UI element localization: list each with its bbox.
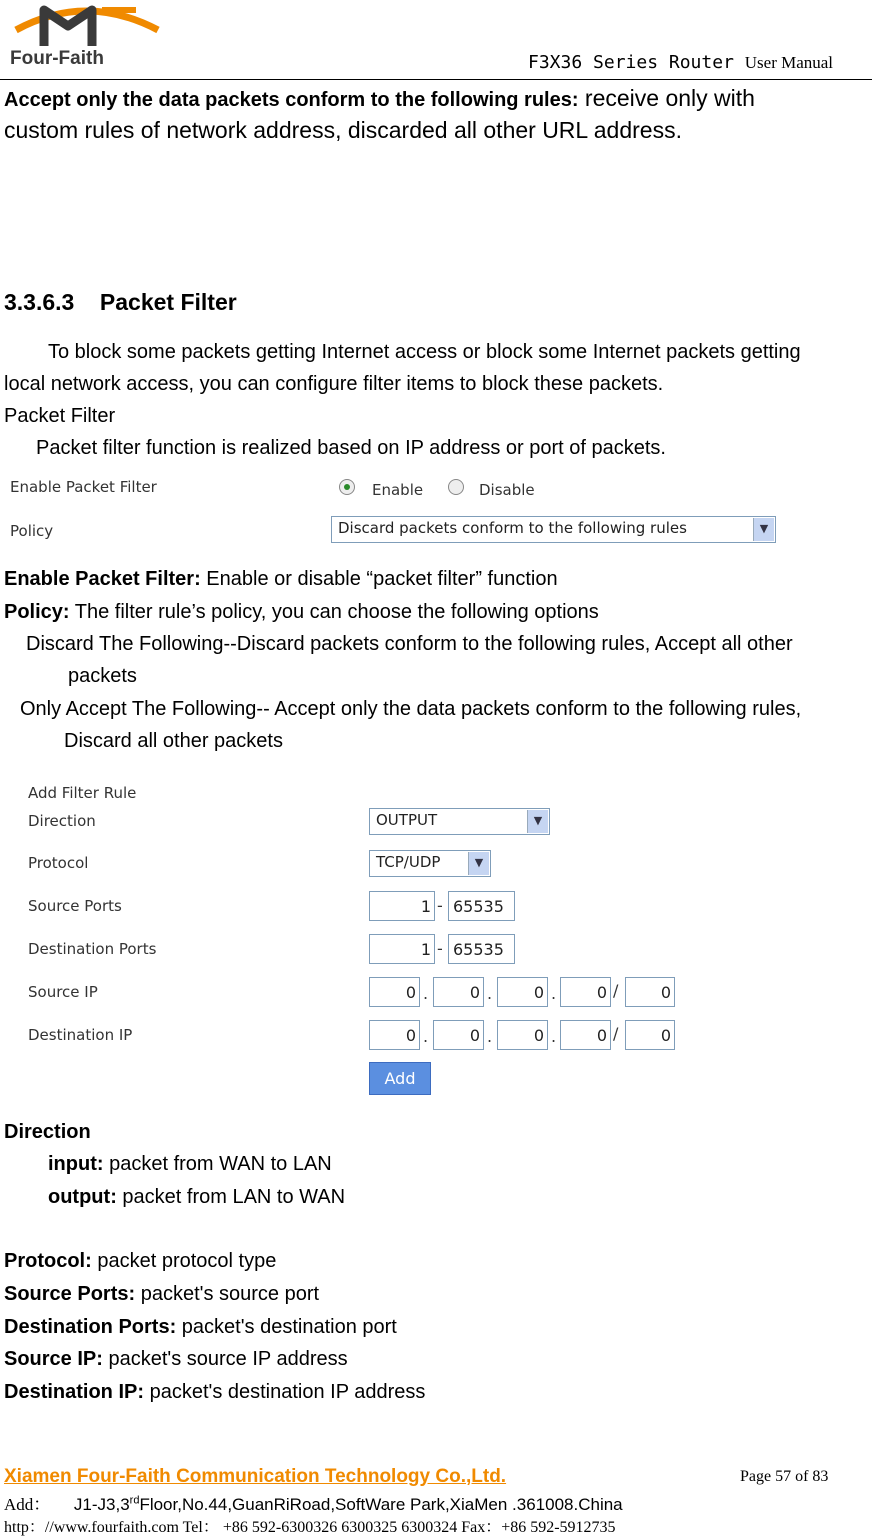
protocol-select[interactable]: TCP/UDP ▼ (369, 850, 491, 877)
ip-dot: . (551, 984, 557, 1003)
desc-accept-1: Only Accept The Following-- Accept only the data packets conform to the following rules, (20, 698, 802, 720)
four-faith-logo (6, 0, 166, 72)
destination-ip-octet-4[interactable]: 0 (560, 1020, 611, 1050)
header-rule (0, 79, 872, 80)
direction-heading: Direction (4, 1121, 91, 1143)
disable-option-label: Disable (479, 481, 535, 499)
ip-dot: . (551, 1027, 557, 1046)
destination-port-from-input[interactable]: 1 (369, 934, 435, 964)
header-title: F3X36 Series Router User Manual (528, 52, 834, 73)
disable-radio[interactable] (448, 479, 464, 495)
enable-radio[interactable] (339, 479, 355, 495)
destination-ip-octet-1[interactable]: 0 (369, 1020, 420, 1050)
desc-source-ports: Source Ports: packet's source port (4, 1283, 320, 1305)
ip-dot: . (423, 1027, 429, 1046)
desc-discard-1: Discard The Following--Discard packets conform to the following rules, Accept all other (26, 633, 793, 655)
ip-dot: . (487, 984, 493, 1003)
destination-port-to-input[interactable]: 65535 (448, 934, 515, 964)
desc-enable: Enable Packet Filter: Enable or disable “packet filter” function (4, 568, 558, 590)
direction-select[interactable]: OUTPUT ▼ (369, 808, 550, 835)
port-dash: - (437, 939, 443, 958)
mask-slash: / (613, 981, 619, 1000)
source-ip-octet-2[interactable]: 0 (433, 977, 484, 1007)
source-port-from-input[interactable]: 1 (369, 891, 435, 921)
enable-option-label: Enable (372, 481, 424, 499)
svg-text:Four-Faith: Four-Faith (10, 48, 104, 69)
source-ip-octet-1[interactable]: 0 (369, 977, 420, 1007)
ip-dot: . (423, 984, 429, 1003)
policy-select[interactable]: Discard packets conform to the following rules ▼ (331, 516, 776, 543)
add-rule-title: Add Filter Rule (28, 784, 137, 802)
source-ip-octet-3[interactable]: 0 (497, 977, 548, 1007)
mask-slash: / (613, 1024, 619, 1043)
enable-filter-label: Enable Packet Filter (10, 478, 157, 496)
section-para-1a: To block some packets getting Internet access or block some Internet packets getting (48, 341, 801, 363)
destination-ip-mask[interactable]: 0 (625, 1020, 675, 1050)
desc-destination-ip: Destination IP: packet's destination IP address (4, 1381, 426, 1403)
destination-ports-label: Destination Ports (28, 940, 157, 958)
desc-source-ip: Source IP: packet's source IP address (4, 1348, 348, 1370)
page-number: Page 57 of 83 (740, 1468, 829, 1485)
desc-input: input: packet from WAN to LAN (48, 1153, 332, 1175)
desc-policy: Policy: The filter rule’s policy, you can choose the following options (4, 601, 599, 623)
destination-ip-label: Destination IP (28, 1026, 133, 1044)
source-ports-label: Source Ports (28, 897, 122, 915)
chevron-down-icon: ▼ (527, 810, 548, 833)
add-rule-button[interactable]: Add (369, 1062, 431, 1095)
policy-label: Policy (10, 522, 54, 540)
footer-company-link[interactable]: Xiamen Four-Faith Communication Technology Co.,Ltd. (4, 1466, 507, 1487)
chevron-down-icon: ▼ (468, 852, 489, 875)
desc-discard-2: packets (68, 665, 137, 687)
chevron-down-icon: ▼ (753, 518, 774, 541)
section-heading: 3.3.6.3 Packet Filter (4, 289, 237, 315)
footer-address: Add： J1-J3,3rdFloor,No.44,GuanRiRoad,SoftWare Park,XiaMen .361008.China (4, 1494, 623, 1514)
desc-protocol: Protocol: packet protocol type (4, 1250, 277, 1272)
source-ip-octet-4[interactable]: 0 (560, 977, 611, 1007)
section-para-2: Packet Filter (4, 405, 116, 427)
protocol-label: Protocol (28, 854, 89, 872)
port-dash: - (437, 896, 443, 915)
source-port-to-input[interactable]: 65535 (448, 891, 515, 921)
desc-accept-2: Discard all other packets (64, 730, 283, 752)
desc-destination-ports: Destination Ports: packet's destination port (4, 1316, 397, 1338)
section-para-3: Packet filter function is realized based on IP address or port of packets. (36, 437, 666, 459)
source-ip-label: Source IP (28, 983, 98, 1001)
section-para-1b: local network access, you can configure filter items to block these packets. (4, 373, 664, 395)
source-ip-mask[interactable]: 0 (625, 977, 675, 1007)
intro-line-2: custom rules of network address, discarded all other URL address. (4, 117, 682, 143)
destination-ip-octet-2[interactable]: 0 (433, 1020, 484, 1050)
intro-line-1: Accept only the data packets conform to the following rules: receive only with (4, 85, 755, 111)
footer-contact: http：//www.fourfaith.com Tel： +86 592-6300326 6300325 6300324 Fax：+86 592-5912735 (4, 1519, 616, 1536)
desc-output: output: packet from LAN to WAN (48, 1186, 346, 1208)
destination-ip-octet-3[interactable]: 0 (497, 1020, 548, 1050)
ip-dot: . (487, 1027, 493, 1046)
direction-label: Direction (28, 812, 96, 830)
